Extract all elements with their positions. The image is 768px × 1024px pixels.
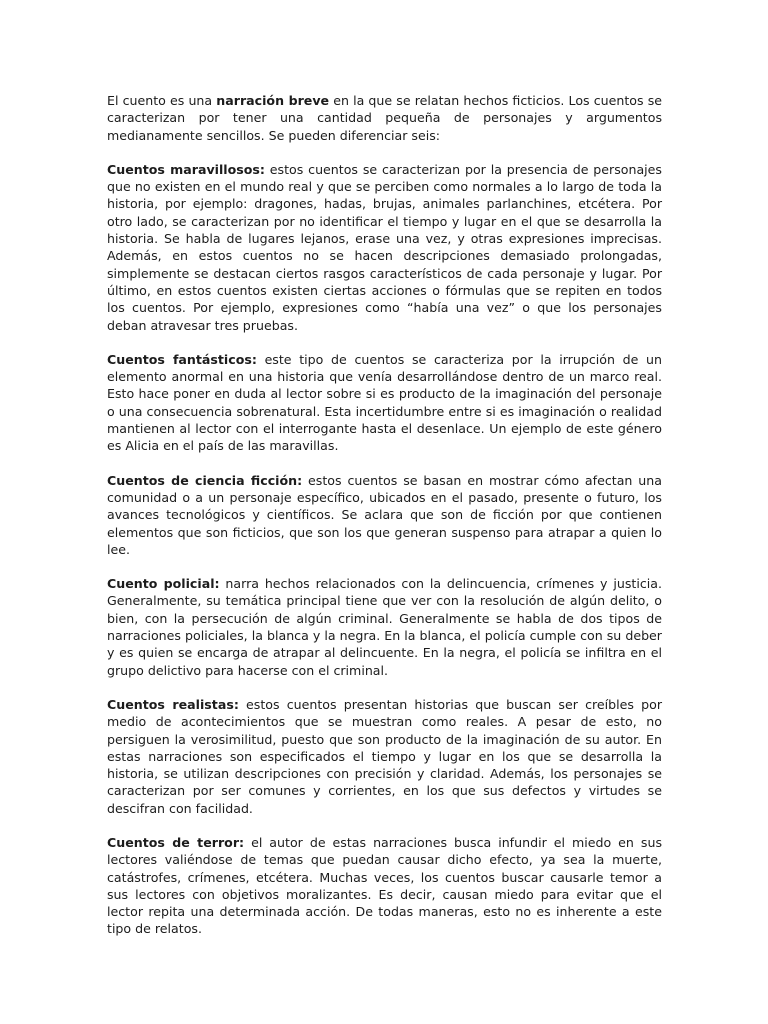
section-paragraph-terror bbox=[107, 834, 662, 938]
intro-text-end: en la que se relatan hechos ficticios. Los cuentos se caracterizan por tener una cantidad pequeña de personajes y argumentos medianamente sencillos. Se pueden diferenciar seis: bbox=[107, 93, 662, 143]
section-heading: Cuentos de ciencia ficción: bbox=[107, 472, 303, 488]
section-paragraph-realistas bbox=[107, 696, 662, 817]
document-page bbox=[107, 92, 662, 955]
section-paragraph-ciencia-ficcion bbox=[107, 472, 662, 558]
section-heading: Cuentos de terror: bbox=[107, 834, 245, 850]
section-heading: Cuentos fantásticos: bbox=[107, 351, 257, 367]
section-body: estos cuentos se caracterizan por la presencia de personajes que no existen en el mundo real y que se perciben como normales a lo largo de toda la historia, por ejemplo: dragones, hadas, brujas, animales parlanchines, etcétera. Por otro lado, se caracterizan por no identificar el tiempo y lugar en el que se desarrolla la historia. Se habla de lugares lejanos, erase una vez, y otras expresiones imprecisas. Además, en estos cuentos no se hacen descripciones demasiado prolongadas, simplemente se destacan ciertos rasgos característicos de cada personaje y lugar. Por último, en estos cuentos existen ciertas acciones o fórmulas que se repiten en todos los cuentos. Por ejemplo, expresiones como “había una vez” o que los personajes deban atravesar tres pruebas. bbox=[107, 161, 662, 333]
intro-bold-term: narración breve bbox=[216, 93, 330, 108]
section-body: el autor de estas narraciones busca infundir el miedo en sus lectores valiéndose de temas que puedan causar dicho efecto, ya sea la muerte, catástrofes, crímenes, etcétera. Muchas veces, los cuentos buscar causarle temor a sus lectores con objetivos moralizantes. Es decir, causan miedo para evitar que el lector repita una determinada acción. De todas maneras, esto no es inherente a este tipo de relatos. bbox=[107, 834, 663, 937]
section-body: narra hechos relacionados con la delincuencia, crímenes y justicia. Generalmente, su temática principal tiene que ver con la resolución de algún delito, o bien, con la persecución de algún criminal. Generalmente se habla de dos tipos de narraciones policiales, la blanca y la negra. En la blanca, el policía cumple con su deber y es quien se encarga de atrapar al delincuente. En la negra, el policía se infiltra en el grupo delictivo para hacerse con el criminal. bbox=[107, 576, 662, 678]
section-body: estos cuentos se basan en mostrar cómo afectan una comunidad o a un personaje específico, ubicados en el pasado, presente o futuro, los avances tecnológicos y científicos. Se aclara que son de ficción por que contienen elementos que son ficticios, que son los que generan suspenso para atrapar a quien lo lee. bbox=[107, 472, 662, 557]
section-heading: Cuentos maravillosos: bbox=[107, 161, 265, 177]
section-body: estos cuentos presentan historias que buscan ser creíbles por medio de acontecimientos que se muestran como reales. A pesar de esto, no persiguen la verosimilitud, puesto que son producto de la imaginación de su autor. En estas narraciones son especificados el tiempo y lugar en los que se desarrolla la historia, se utilizan descripciones con precisión y claridad. Además, los personajes se caracterizan por ser comunes y corrientes, en los que sus defectos y virtudes se descifran con facilidad. bbox=[107, 696, 662, 816]
section-heading: Cuentos realistas: bbox=[107, 696, 239, 712]
section-heading: Cuento policial: bbox=[107, 576, 220, 592]
intro-text-start: El cuento es una bbox=[107, 93, 217, 108]
intro-paragraph bbox=[107, 92, 662, 144]
section-paragraph-maravillosos bbox=[107, 161, 662, 334]
section-paragraph-fantasticos bbox=[107, 351, 662, 455]
section-paragraph-policial bbox=[107, 575, 662, 679]
section-body: este tipo de cuentos se caracteriza por la irrupción de un elemento anormal en una historia que venía desarrollándose dentro de un marco real. Esto hace poner en duda al lector sobre si es producto de la imaginación del personaje o una consecuencia sobrenatural. Esta incertidumbre entre si es imaginación o realidad mantienen al lector con el interrogante hasta el desenlace. Un ejemplo de este género es Alicia en el país de las maravillas. bbox=[107, 351, 662, 454]
